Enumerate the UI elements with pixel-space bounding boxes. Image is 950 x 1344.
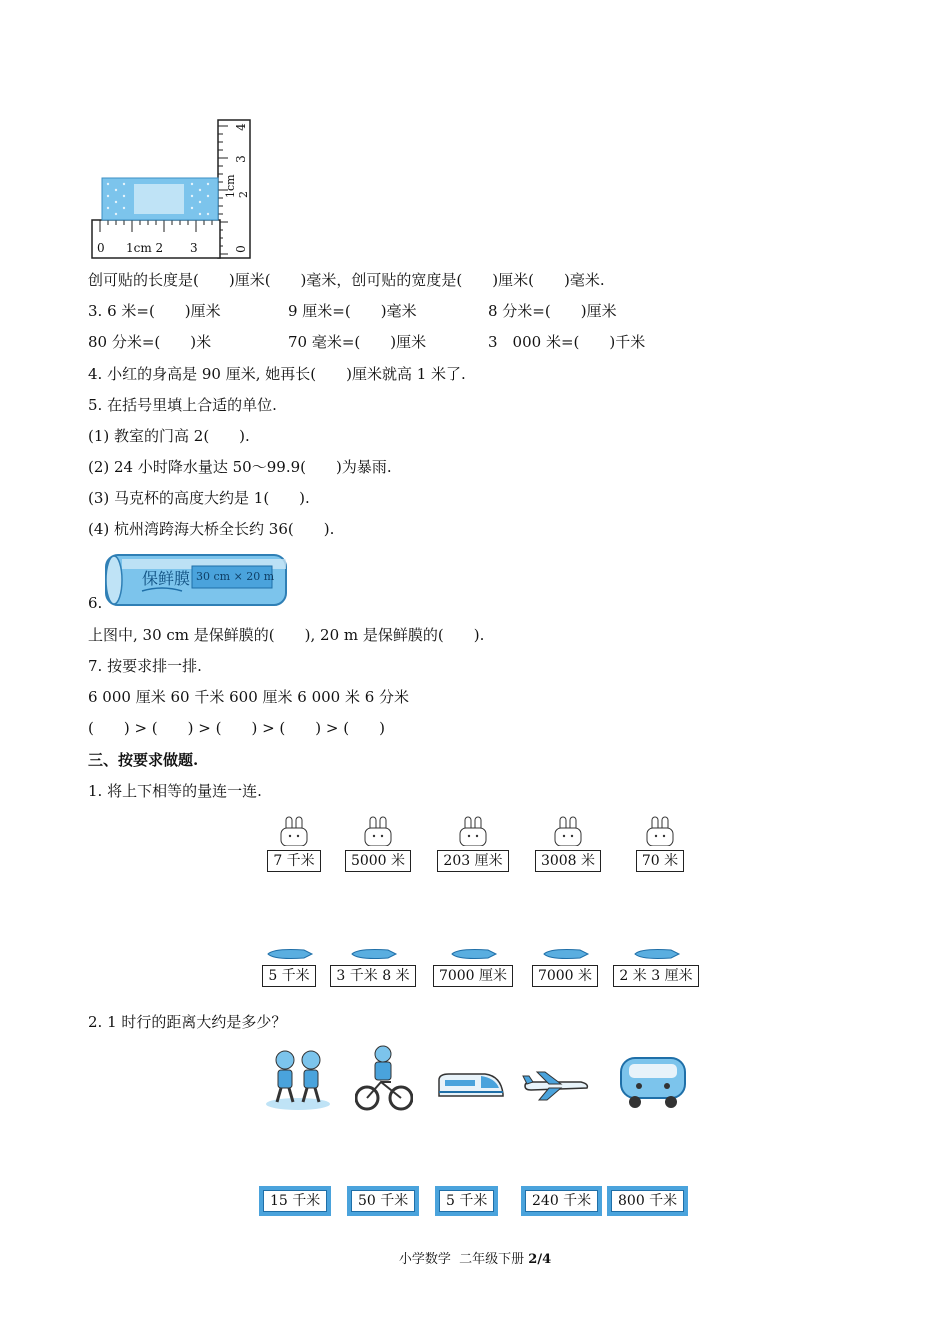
distance-card-5[interactable] [607, 1186, 688, 1216]
bottom-card-4[interactable] [526, 947, 604, 987]
top-cards-row [240, 816, 710, 880]
distance-card-5-label: 800 千米 [611, 1190, 684, 1212]
rabbit-icon [277, 816, 311, 846]
top-card-5-label: 70 米 [636, 850, 684, 872]
section3-title: 三、按要求做题. [88, 751, 199, 769]
bottom-cards-row [240, 947, 710, 995]
top-card-2[interactable] [340, 816, 416, 872]
distance-card-1-label: 15 千米 [263, 1190, 327, 1212]
wrap-size: 30 cm × 20 m [196, 570, 275, 583]
bottom-card-2[interactable] [330, 947, 416, 987]
q5-item-2: (2) 24 小时降水量达 50～99.9( )为暴雨. [88, 458, 392, 476]
q7-title: 7. 按要求排一排. [88, 657, 202, 675]
top-card-5[interactable] [624, 816, 696, 872]
carrot-icon [631, 947, 681, 961]
top-card-3-label: 203 厘米 [437, 850, 508, 872]
q4-line: 4. 小红的身高是 90 厘米, 她再长( )厘米就高 1 米了. [88, 365, 466, 383]
distance-card-2[interactable] [347, 1186, 419, 1216]
bottom-card-3[interactable] [430, 947, 516, 987]
q3-row1-c: 8 分米=( )厘米 [488, 302, 617, 320]
rabbit-icon [361, 816, 395, 846]
h-ruler-label-0: 0 [97, 241, 105, 255]
top-card-2-label: 5000 米 [345, 850, 411, 872]
page-footer [0, 1248, 950, 1267]
distance-card-4-label: 240 千米 [525, 1190, 598, 1212]
q3-row1-a: 3. 6 米=( )厘米 [88, 302, 221, 320]
footer-page: 2/4 [528, 1252, 552, 1267]
q3-row1-b: 9 厘米=( )毫米 [288, 302, 417, 320]
ruler-figure [88, 116, 258, 261]
top-card-3[interactable] [430, 816, 516, 872]
bandage-icon [102, 178, 218, 220]
top-card-1-label: 7 千米 [267, 850, 320, 872]
h-ruler-label-1: 1cm 2 [126, 241, 164, 255]
transport-row [255, 1044, 695, 1114]
wrap-label: 保鲜膜 [142, 569, 191, 588]
train-icon [435, 1068, 505, 1102]
bottom-card-3-label: 7000 厘米 [433, 965, 513, 987]
carrot-icon [264, 947, 314, 961]
section3-q1-title: 1. 将上下相等的量连一连. [88, 782, 262, 800]
bicycle-icon [355, 1044, 413, 1114]
distance-card-1[interactable] [259, 1186, 331, 1216]
q5-title: 5. 在括号里填上合适的单位. [88, 396, 277, 414]
q7-items: 6 000 厘米 60 千米 600 厘米 6 000 米 6 分米 [88, 688, 410, 706]
distance-card-4[interactable] [521, 1186, 602, 1216]
h-ruler-label-2: 3 [190, 241, 198, 255]
bottom-card-5-label: 2 米 3 厘米 [613, 965, 698, 987]
section3-q2-title: 2. 1 时行的距离大约是多少？ [88, 1013, 287, 1031]
v-ruler-label-2: 4 [233, 123, 248, 131]
q5-item-1: (1) 教室的门高 2( ). [88, 427, 250, 445]
q6-line: 上图中, 30 cm 是保鲜膜的( ), 20 m 是保鲜膜的( ). [88, 626, 485, 644]
airplane-icon [521, 1068, 591, 1102]
q6-number: 6. [88, 594, 103, 612]
distance-card-3[interactable] [435, 1186, 498, 1216]
rabbit-icon [551, 816, 585, 846]
q3-row2-c: 3 000 米=( )千米 [488, 333, 646, 351]
bottom-card-1-label: 5 千米 [262, 965, 315, 987]
carrot-icon [540, 947, 590, 961]
footer-text: 小学数学 二年级下册 [398, 1252, 525, 1267]
q5-item-3: (3) 马克杯的高度大约是 1( ). [88, 489, 310, 507]
distance-card-3-label: 5 千米 [439, 1190, 494, 1212]
bottom-card-4-label: 7000 米 [532, 965, 598, 987]
walking-kids-icon [263, 1046, 333, 1112]
q3-row2-b: 70 毫米=( )厘米 [288, 333, 427, 351]
top-card-4-label: 3008 米 [535, 850, 601, 872]
q2-line: 创可贴的长度是( )厘米( )毫米，创可贴的宽度是( )厘米( )毫米. [88, 271, 605, 289]
carrot-icon [448, 947, 498, 961]
bus-icon [617, 1052, 689, 1110]
distance-cards-row [259, 1186, 699, 1226]
bottom-card-2-label: 3 千米 8 米 [330, 965, 415, 987]
rabbit-icon [643, 816, 677, 846]
v-ruler-label-3: 0 [233, 245, 248, 253]
q5-item-4: (4) 杭州湾跨海大桥全长约 36( ). [88, 520, 335, 538]
carrot-icon [348, 947, 398, 961]
distance-card-2-label: 50 千米 [351, 1190, 415, 1212]
v-ruler-label-1: 3 [233, 155, 248, 163]
rabbit-icon [456, 816, 490, 846]
wrap-roll-icon [102, 551, 292, 609]
top-card-1[interactable] [256, 816, 332, 872]
q7-order: ( ) > ( ) > ( ) > ( ) > ( ) [88, 719, 385, 737]
top-card-4[interactable] [528, 816, 608, 872]
v-ruler-label-0: 1cm 2 [224, 174, 250, 198]
bottom-card-5[interactable] [608, 947, 704, 987]
q3-row2-a: 80 分米=( )米 [88, 333, 212, 351]
bottom-card-1[interactable] [256, 947, 322, 987]
